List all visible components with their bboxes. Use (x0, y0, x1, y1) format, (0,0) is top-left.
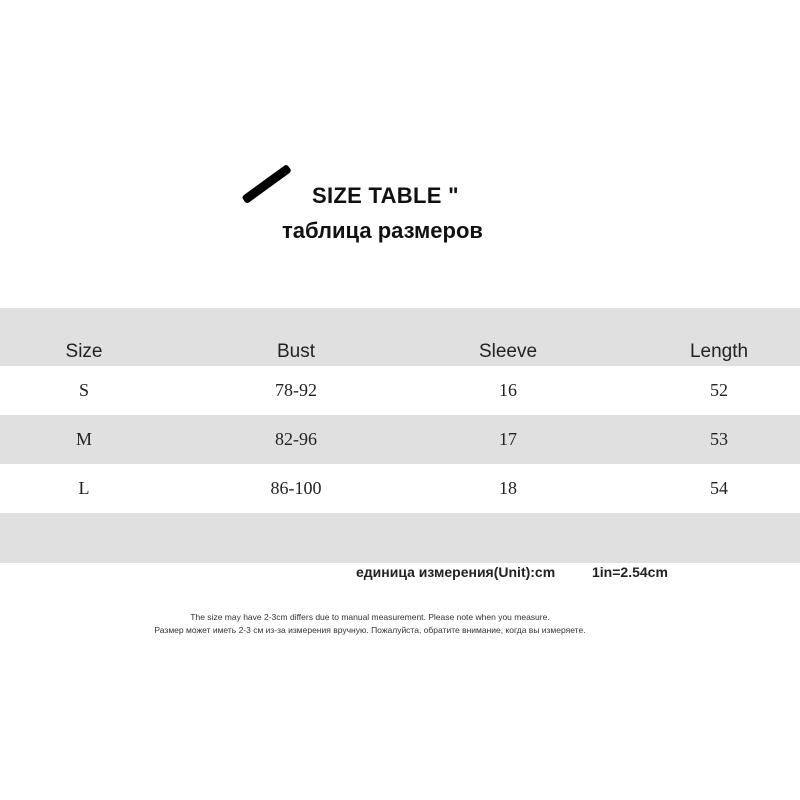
cell-sleeve: 16 (499, 380, 517, 400)
cell-bust: 82-96 (275, 429, 317, 449)
header-bust: Bust (276, 341, 316, 362)
disclaimer-english: The size may have 2-3cm differs due to manual measurement. Please note when you measure. (190, 612, 550, 622)
header-size: Size (65, 341, 103, 362)
cell-bust: 86-100 (270, 478, 322, 498)
slash-decoration-icon (241, 164, 292, 204)
cell-sleeve: 17 (499, 429, 517, 449)
cell-sleeve: 18 (499, 478, 517, 498)
cell-length: 53 (710, 429, 728, 449)
disclaimer-russian: Размер может иметь 2-3 см из-за измерения вручную. Пожалуйста, обратите внимание, когда вы измеряете. (154, 625, 586, 635)
cell-length: 52 (710, 380, 728, 400)
cell-size: S (78, 380, 90, 400)
cell-bust: 78-92 (275, 380, 317, 400)
page-subtitle: таблица размеров (282, 218, 483, 243)
table-footer-row (0, 513, 800, 563)
cell-length: 54 (710, 478, 728, 498)
unit-note: единица измерения(Unit):cm (356, 564, 556, 580)
size-table (0, 308, 800, 563)
table-row (0, 415, 800, 464)
cell-size: M (75, 429, 93, 449)
header-length: Length (689, 341, 749, 362)
table-header-row (0, 308, 800, 366)
cell-size: L (78, 478, 90, 498)
header-sleeve: Sleeve (478, 341, 538, 362)
page-title: SIZE TABLE " (312, 183, 459, 208)
table-row (0, 464, 800, 513)
table-row (0, 366, 800, 415)
inch-conversion-note: 1in=2.54cm (592, 564, 668, 580)
